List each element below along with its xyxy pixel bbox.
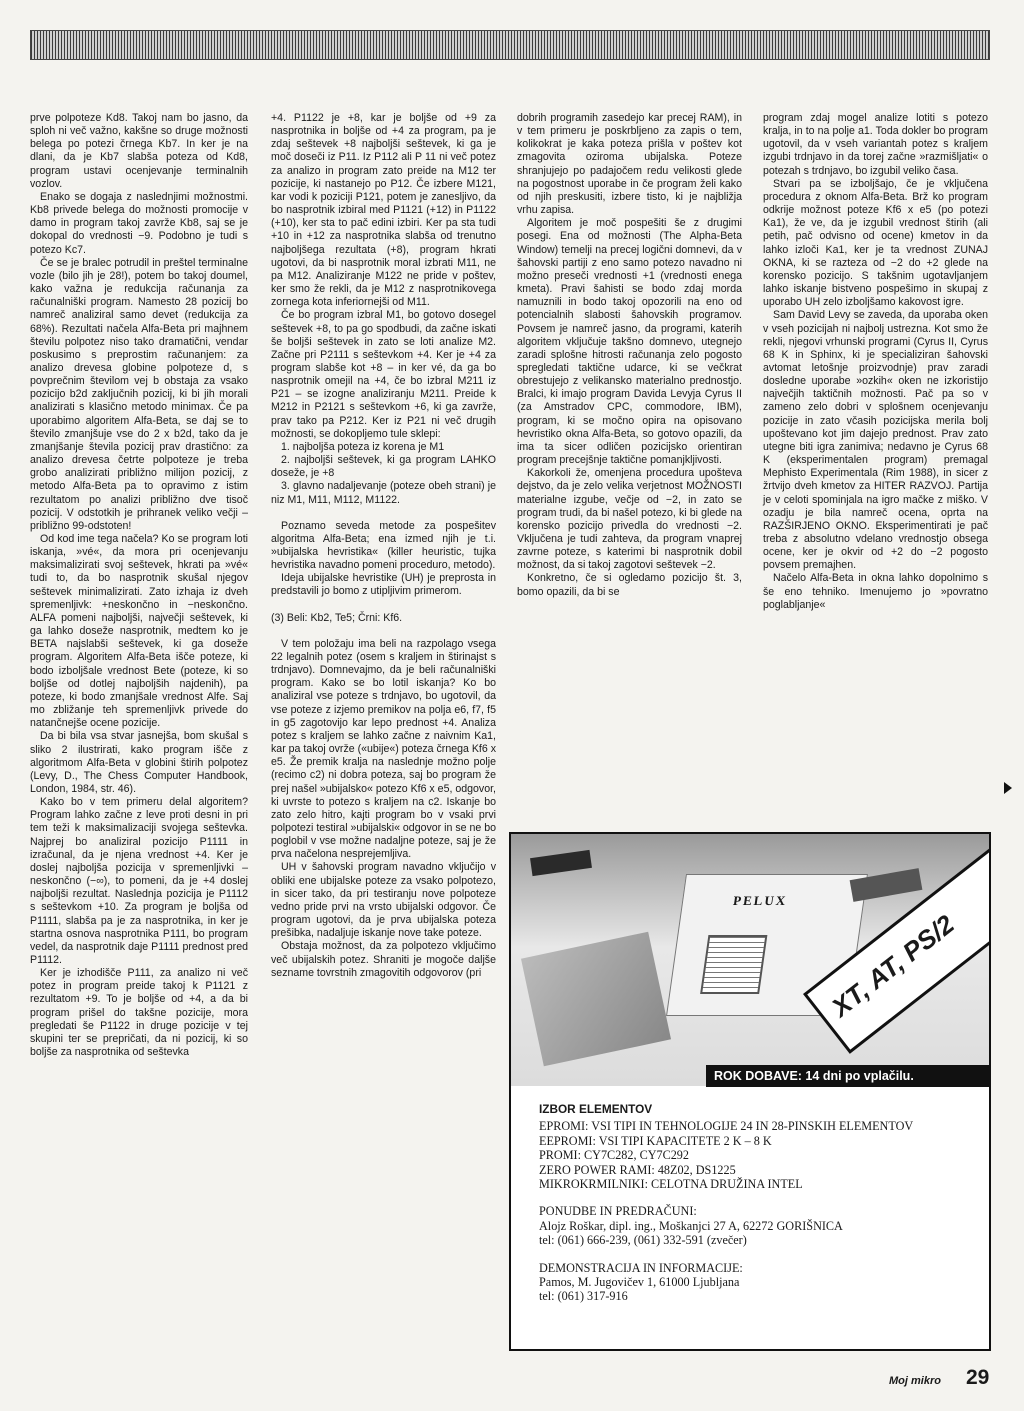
ad-line: MIKROKRMILNIKI: CELOTNA DRUŽINA INTEL (539, 1177, 803, 1192)
ad-line: PROMI: CY7C282, CY7C292 (539, 1148, 689, 1163)
manual-image (521, 932, 671, 1067)
advertisement (509, 832, 991, 1351)
list-item: 3. glavno nadaljevanje (poteze obeh strani) je niz M1, M11, M112, M1122. (271, 480, 496, 506)
list-item: 2. najboljši seštevek, ki ga program LAHKO doseže, je +8 (271, 454, 496, 480)
ad-text (539, 1102, 979, 1317)
ad-line: tel: (061) 317-916 (539, 1289, 628, 1304)
list-item: 1. najboljša poteza iz korena je M1 (281, 440, 445, 453)
paragraph: Če se je bralec potrudil in preštel terminalne vozle (bilo jih je 28!), potem bo takoj doumel, kako važna je redukcija računanja za računalniški program. Namesto 28 pozicij bo namreč analiziral samo devet (redukcija za 68%). Rezultati načela Alfa-Beta pri majhnem številu polpotez niso tako dramatični, vendar poskusimo s preprostim računanjem: za analizo drevesa globine polpoteze d, s povprečnim številom vej b obstaja za vsako pozicijo b2d zaključnih pozicij, ki bi jih morali analizirati s klasično metodo minimax. Če pa uporabimo algoritem Alfa-Beta, se daj se to število zmanjšuje vse do 2 x b2d, tako da je zmanjšanje števila pozicij prav drastično: za analizo drevesa četrte polpoteze je treba grobo analizirati približno milijon pozicij, z metodo Alfa-Beta pa to opravimo z istim rezultatom po analizi približno dve tisoč pozicij. V odstotkih je prihranek veliko večji – približno 99-odstoten! (30, 256, 248, 532)
device-label: PELUX (732, 893, 789, 908)
paragraph: V tem položaju ima beli na razpolago vsega 22 legalnih potez (osem s kraljem in štirinajst s trdnjavo). Domnevajmo, da je beli računalniški program. Kako se bo lotil iskanja? Ko bo analiziral vse poteze s trdnjavo, bo ugotovil, da vse poteze z izjemo premikov na polja e6, f7, f5 in g5 zagotovijo kar lepo prednost +4. Analiza potez s kraljem se lahko začne z naivnim Ka1, kar pa takoj ovrže («ubije«) poteza črnega Kf6 x e5. Že premik kralja na naslednje možno polje (recimo c2) ni dobra poteza, saj bo program že prej našel »ubijalsko« potezo Kf6 x e5, odgovor, ki uvrste to potezo s kraljem na c2. Iskanje bo zato zelo hitro, kajti program bo v vsaki prvi polpotezi testiral »ubijalski« odgovor in se ne bo poglobil v vse možne nadaljne poteze, saj je že prva načelona nesprejemljiva. (271, 637, 496, 861)
paragraph: Stvari pa se izboljšajo, če je vključena procedura z oknom Alfa-Beta. Brž ko program odkrije možnost poteze Kf6 x e5 (po potezi Ka1), že ve, da je izgubil vrednost štirih (ali petih, pač odvisno od ocene) kmetov in da lahko izloči Ka1, ker je ta vrednost ZUNAJ OKNA, ki se razteza od −2 do +2 glede na korensko pozicijo. S takšnim ugotavljanjem lahko iskanje bistveno pospešimo in skupaj z uporabo UH zelo izboljšamo kakovost igre. (763, 177, 988, 309)
paragraph: Kakorkoli že, omenjena procedura upošteva dejstvo, da je zelo velika verjetnost MOŽNOSTI materialne izgube, večje od −2, in zato se program trudi, da bi našel potezo, ki bi glede na korensko pozicijo privedla do vrednosti −2. Vključena je tudi zahteva, da program vnaprej zavrne poteze, s katerimi bi nasprotnik dobil možnost, da si takoj zagotovi seštevek −2. (517, 467, 742, 572)
continue-arrow-icon (1004, 782, 1012, 794)
product-photo (511, 834, 989, 1086)
page-number: 29 (966, 1366, 990, 1389)
paragraph: Če bo program izbral M1, bo gotovo dosegel seštevek +8, to pa go spodbudi, da začne iskati še boljši seštevek in zato se loti analize M2. Začne pri P2111 s seštevkom +4. Ker je +4 za program slabše kot +8 – in ker vé, da ga bo nasprotnik omejil na +4, če bo izbral M211 iz P21 – se izogne analiziranju M211. Preide k M212 in P2121 s seštevkom +6, ki ga zavrže, prav tako pa P212. Ker iz P21 ni več drugih možnosti, se dokopljemo tule sklepi: (271, 309, 496, 440)
header-rule (30, 30, 990, 60)
column-2 (271, 112, 496, 980)
paragraph: UH v šahovski program navadno vključijo v obliki ene ubijalske poteze za vsako polpotezo, in sicer tako, da pri testiranju nove polpoteze vedno pride prvi na vrsto ubijalski odgovor. Če program ugotovi, da je prva ubijalska poteza prešibka, nadaljuje iskanje nove take poteze. (271, 861, 496, 940)
section-heading: PONUDBE IN PREDRAČUNI: (539, 1204, 697, 1219)
paragraph: Konkretno, če si ogledamo pozicijo št. 3, bomo opazili, da bi se (517, 572, 742, 598)
paragraph: Obstaja možnost, da za polpotezo vključimo več ubijalskih potez. Shraniti je mogoče daljše sezname tovrstnih zmagovitih odgovorov (pri (271, 940, 496, 979)
paragraph: dobrih programih zasedejo kar precej RAM), in v tem primeru je poskrbljeno za zapis o tem, kolikokrat je kaka poteza prišla v poštev kot zmagovita oziroma ubijalska. Poteze shranjujejo po padajočem redu velikosti glede na pogostnost uporabe in če program želi kako od njih preskusiti, izbere tisto, ki je najbližja vrhu zapisa. (517, 112, 742, 217)
chip-image (530, 850, 592, 876)
column-3 (517, 112, 742, 599)
paragraph: prve polpoteze Kd8. Takoj nam bo jasno, da sploh ni več važno, kakšne so druge možnosti belega po potezi črnega Kb7. In ker je na dlani, da je Kb7 slabša poteza od Kd8, program ustavi ocenjevanje terminalnih vozlov. (30, 112, 248, 190)
paragraph: Kako bo v tem primeru delal algoritem? Program lahko začne z leve proti desni in pri tem teži k maksimalizaciji svojega seštevka. Najprej bo analiziral pozicijo P1111 in izračunal, da je njena vrednost +4. Ker je doslej najboljša pozicija v spremenljivki – neskončno (−∞), to pomeni, da je +4 doslej najboljši rezultat. Naslednja pozicija je P1112 s seštevkom +10. Za program je boljša od P1111, slabša pa je za nasprotnika, in ker je startna osnova nasprotnika P111, bo program vedel, da nasprotnik daje P1111 prednost pred P1112. (30, 796, 248, 966)
ad-line: EEPROMI: VSI TIPI KAPACITETE 2 K – 8 K (539, 1133, 772, 1148)
column-1 (30, 112, 248, 1059)
paragraph: Algoritem je moč pospešiti še z drugimi posegi. Ena od možnosti (The Alpha-Beta Window) temelji na precej logični domnevi, da v šahovski partiji z eno samo potezo navadno ni možno preseči vrednosti +1 (vrednosti enega kmeta). Pravi šahisti se bodo zdaj morda namuznili in bodo takoj opozorili na eno od potencialnih slabosti šahovskih programov. Povsem je namreč jasno, da programi, katerih algoritem vključuje takšno domnevo, utegnejo zaradi splošne hitrosti računanja zelo pogosto spregledati taktične udarce, ki se večkrat obrestujejo z velikansko materialno prednostjo. Bralci, ki imajo program Davida Levyja Cyrus II (za Amstradov CPC, commodore, IBM), program, ki se močno opira na opisovano hevristiko okna Alfa-Beta, so gotovo opazili, da ima ta sicer odličen pozicijsko orientiran program precejšnje taktične pomanjkljivosti. (517, 217, 742, 467)
paragraph: Da bi bila vsa stvar jasnejša, bom skušal s sliko 2 ilustrirati, kako program išče z algoritmom Alfa-Beta v globini štirih polpotez (Levy, D., The Chess Computer Handbook, London, 1984, str. 46). (30, 730, 248, 795)
paragraph: Ideja ubijalske hevristike (UH) je preprosta in predstavili jo bomo z utipljivim primerom. (271, 572, 496, 598)
paragraph: program zdaj mogel analize lotiti s potezo kralja, in to na polje a1. Toda dokler bo program ugotovil, da v vseh variantah potez s kraljem izgubi trdnjavo in da torej začne »razmišljati« o potezah s trdnjavo, bo izgubil veliko časa. (763, 112, 988, 177)
paragraph: +4. P1122 je +8, kar je boljše od +9 za nasprotnika in boljše od +4 za program, pa je zdaj seštevek +8 najboljši seštevek, ki ga je moč doseči iz P11. Iz P112 ali P 11 ni več potez za analizo in program zato preide na M12 ter pozicije, ki nastanejo po P12. Če izbere M121, kar vodi k poziciji P121, potem je zanesljivo, da bo nasprotnik izbiral med P1121 (+12) in P1122 (+10), ker sta to pač edini izbiri. Ker pa sta tudi +10 in +12 za nasprotnika slabša od trenutno najboljšega rezultata (+8), program hkrati ugotovi, da bi nasprotnik moral izbrati M11, ne pa M12. Analiziranje M122 ne pride v poštev, ker smo že rekli, da je M12 z nasprotnikovega zornega kota inferiornejši od M11. (271, 112, 496, 309)
zif-socket (700, 935, 767, 994)
ad-line: Pamos, M. Jugovičev 1, 61000 Ljubljana (539, 1275, 740, 1290)
paragraph: Sam David Levy se zaveda, da uporaba oken v vseh pozicijah ni najbolj ustrezna. Kot smo že rekli, njegovi vrhunski programi (Cyrus II, Cyrus 68 K in Sphinx, ki je specializiran šahovski avtomat letošnje proizvodnje) prav zaradi dosledne uporabe »ozkih« oken ne izkoristijo največjih taktičnih možnosti. Pač pa so v zameno zelo dobri v splošnem ocenjevanju pozicije in zato včasih pozicijska merila bolj upoštevano kot jim dajejo prednost. Prav zato utegne biti igra zanimiva; nedavno je Cyrus 68 K (eksperimentalen program) premagal Mephisto Experimentala (Rim 1988), in sicer z žrtvijo dveh kmetov za HITER RAZVOJ. Partija je v celoti spominjala na igro mačke z miško. V ozadju je bila namreč ocena, oprta na RAZŠIRJENO OKNO. Eksperimentirati je pač treba z absolutno vdelano vrednostjo obsega ocene, ker je okvir od +2 do −2 pogosto povsem premajhen. (763, 309, 988, 572)
section-heading: DEMONSTRACIJA IN INFORMACIJE: (539, 1260, 743, 1275)
magazine-name: Moj mikro (889, 1375, 941, 1387)
ad-line: tel: (061) 666-239, (061) 332-591 (zvečer) (539, 1233, 747, 1248)
paragraph: Enako se dogaja z naslednjimi možnostmi. Kb8 privede belega do možnosti promocije v damo in program takoj zavrže Kb8, saj se je dokopal do vrednosti −9. Podobno je tudi s potezo Kc7. (30, 190, 248, 256)
delivery-banner: ROK DOBAVE: 14 dni po vplačilu. (706, 1065, 990, 1087)
paragraph: Od kod ime tega načela? Ko se program loti iskanja, »vé«, da mora pri ocenjevanju maksimalizirati svoj seštevek, hkrati pa »vé« tudi to, da bo nasprotnik skušal njegov seštevek minimalizirati. Zato izhaja iz dveh spremenljivk: +neskončno in −neskončno. ALFA pomeni najboljši, največji seštevek, ki ga lahko doseže nasprotnik, medtem ko je BETA najslabši seštevek, ki ga doseže program. Algoritem Alfa-Beta išče poteze, ki bodo izboljšale vrednost Bete (poteze, ki so boljše od dotlej najboljših najdenih), pa poteze, ki bodo zmanjšale vrednost Alfe. Saj mo zbližanje teh spremenljivk privede do natančnejše ocene pozicije. (30, 533, 248, 730)
section-heading: IZBOR ELEMENTOV (539, 1102, 653, 1116)
ad-line: ZERO POWER RAMI: 48Z02, DS1225 (539, 1162, 736, 1177)
paragraph: Načelo Alfa-Beta in okna lahko dopolnimo s še eno tehniko. Imenujemo jo »povratno poglabljanje« (763, 572, 988, 611)
paragraph: Poznamo seveda metode za pospešitev algoritma Alfa-Beta; ena izmed njih je t.i. »ubijalska hevristika« (killer heuristic, tujka hevristika navadno pomeni proceduro, metodo). (271, 519, 496, 572)
compatibility-banner: XT, AT, PS/2 (803, 834, 989, 1054)
column-4 (763, 112, 988, 612)
figure-caption: (3) Beli: Kb2, Te5; Črni: Kf6. (271, 611, 403, 624)
ad-line: EPROMI: VSI TIPI IN TEHNOLOGIJE 24 IN 28-PINSKIH ELEMENTOV (539, 1119, 914, 1134)
paragraph: Ker je izhodišče P111, za analizo ni več potez in program preide takoj k P1121 z rezultatom +9. To je boljše od +4, a da bi program prišel do takšne pozicije, mora pregledati še P1122 in druge pozicije v tej skupini ter se prepričati, da ni pozicij, ki so boljše za nasprotnika od seštevka (30, 967, 248, 1059)
ad-line: Alojz Roškar, dipl. ing., Moškanjci 27 A, 62272 GORIŠNICA (539, 1218, 843, 1233)
